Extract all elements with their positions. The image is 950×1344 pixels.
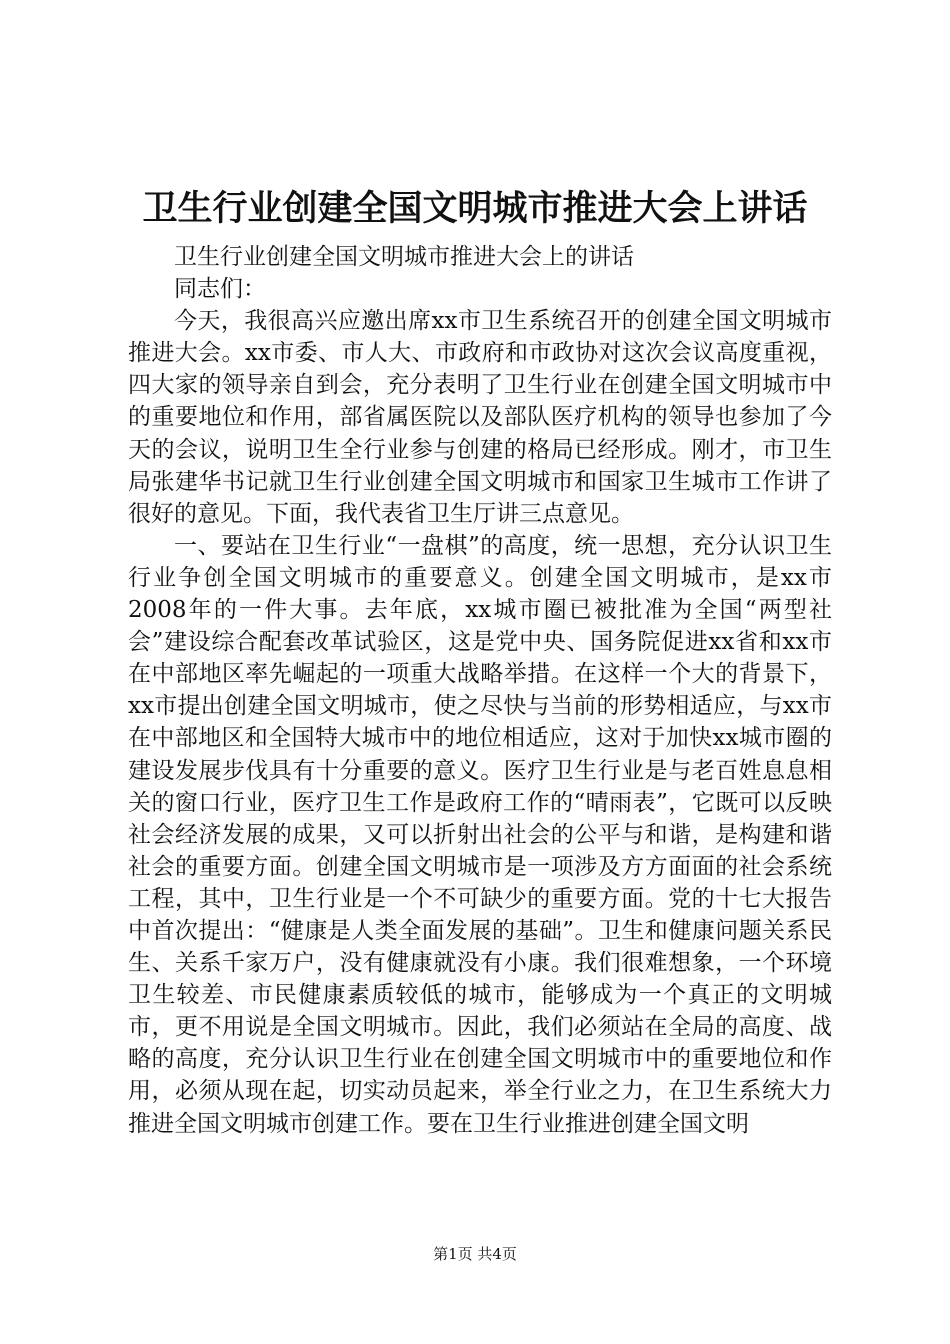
body-paragraph: 今天，我很高兴应邀出席xx市卫生系统召开的创建全国文明城市推进大会。xx市委、市人大、市政府和市政协对这次会议高度重视，四大家的领导亲自到会，充分表明了卫生行业在创建全国文明城市中的重要地位和作用，部省属医院以及部队医疗机构的领导也参加了今天的会议，说明卫生全行业参与创建的格局已经形成。刚才，市卫生局张建华书记就卫生行业创建全国文明城市和国家卫生城市工作讲了很好的意见。下面，我代表省卫生厅讲三点意见。 [128, 308, 832, 527]
document-title: 卫生行业创建全国文明城市推进大会上讲话 [142, 189, 808, 229]
salutation-paragraph: 同志们： [174, 276, 266, 303]
document-body [128, 241, 832, 1140]
body-paragraph: 一、要站在卫生行业“一盘棋”的高度，统一思想，充分认识卫生行业争创全国文明城市的重要意义。创建全国文明城市，是xx市2008年的一件大事。去年底，xx城市圈已被批准为全国“两型社会”建设综合配套改革试验区，这是党中央、国务院促进xx省和xx市在中部地区率先崛起的一项重大战略举措。在这样一个大的背景下，xx市提出创建全国文明城市，使之尽快与当前的形势相适应，与xx市在中部地区和全国特大城市中的地位相适应，这对于加快xx城市圈的建设发展步伐具有十分重要的意义。医疗卫生行业是与老百姓息息相关的窗口行业，医疗卫生工作是政府工作的“晴雨表”，它既可以反映社会经济发展的成果，又可以折射出社会的公平与和谐，是构建和谐社会的重要方面。创建全国文明城市是一项涉及方方面面的社会系统工程，其中，卫生行业是一个不可缺少的重要方面。党的十七大报告中首次提出：“健康是人类全面发展的基础”。卫生和健康问题关系民生、关系千家万户，没有健康就没有小康。我们很难想象，一个环境卫生较差、市民健康素质较低的城市，能够成为一个真正的文明城市，更不用说是全国文明城市。因此，我们必须站在全局的高度、战略的高度，充分认识卫生行业在创建全国文明城市中的重要地位和作用，必须从现在起，切实动员起来，举全行业之力，在卫生系统大力推进全国文明城市创建工作。要在卫生行业推进创建全国文明 [128, 532, 832, 1137]
subtitle-paragraph: 卫生行业创建全国文明城市推进大会上的讲话 [174, 244, 634, 270]
page-number: 第1页 共4页 [433, 1245, 517, 1263]
